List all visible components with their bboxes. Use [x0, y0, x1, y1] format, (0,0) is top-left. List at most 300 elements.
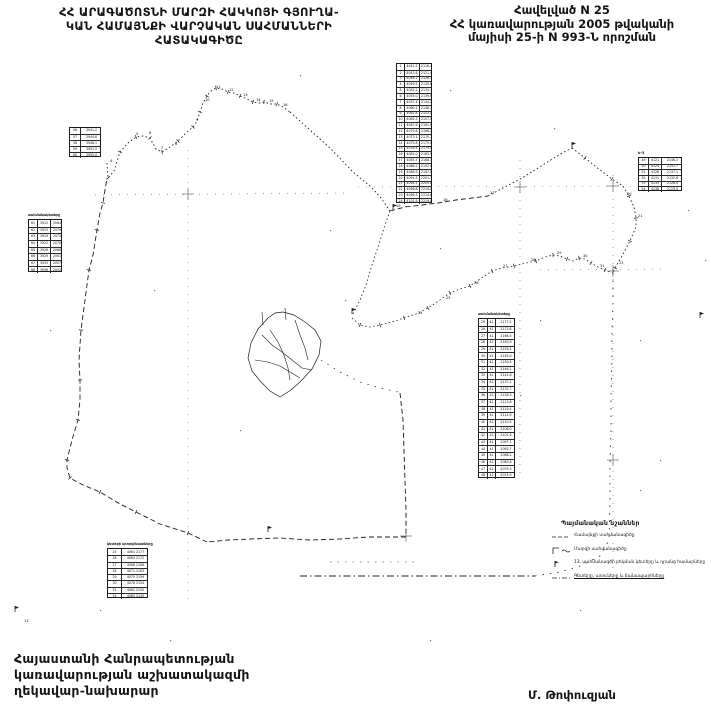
river-line-tick: [566, 257, 568, 261]
table-cell: 41: [487, 433, 495, 439]
table-cell: 2070: [50, 241, 63, 247]
table-cell: 12: [398, 129, 403, 133]
table-row: [479, 406, 514, 413]
boundary-point-number: 21: [638, 214, 643, 218]
table-row: [397, 192, 431, 198]
table-row: [479, 459, 514, 466]
table-cell: 2092.7: [495, 446, 516, 452]
table-cell: 2061: [50, 254, 63, 260]
legend-item-label: Համայնքի սահմանագիծը: [574, 533, 635, 539]
table-row: [29, 240, 61, 247]
table-cell: 41: [487, 380, 495, 386]
table-cell: 3951.5: [80, 147, 102, 152]
table-cell: 33: [480, 373, 486, 378]
boundary-point-number: 15: [269, 99, 274, 103]
table-cell: 3912: [37, 220, 50, 227]
village-street-3: [270, 330, 290, 380]
table-cell: 2137.2: [495, 380, 516, 386]
table-row: [639, 186, 681, 192]
table-row: [479, 426, 514, 433]
scan-speck: [554, 128, 555, 129]
boundary-southwest: [67, 178, 207, 542]
table-row: [639, 175, 681, 181]
table-cell: 4068 2168: [121, 563, 149, 568]
coord-table-south: [107, 548, 148, 598]
table-cell: 2161.8: [420, 123, 433, 128]
boundary-northwest: [107, 85, 290, 178]
scan-speck: [330, 230, 331, 231]
boundary-point-number: 4: [110, 159, 113, 163]
table-cell: 4: [399, 82, 402, 87]
table-cell: 3922: [37, 241, 50, 247]
river-line-tick: [590, 261, 592, 265]
table-row: [29, 253, 61, 260]
table-cell: 24: [398, 199, 403, 203]
legend-items: [551, 532, 711, 582]
table-cell: 18: [398, 164, 403, 168]
table-cell: 41: [487, 333, 495, 339]
table-row: [397, 105, 431, 111]
table-cell: 2141.6: [495, 373, 516, 379]
table-cell: 2163.9: [495, 340, 516, 346]
table-row: [479, 472, 514, 479]
table-row: [397, 122, 431, 128]
table-cell: 2183.9: [420, 152, 433, 157]
table-cell: 4067.9: [404, 123, 419, 128]
boundary-point-number: 6: [175, 142, 178, 146]
table-cell: 40: [480, 420, 486, 425]
table-row: [479, 379, 514, 386]
table-cell: 4094.1: [404, 182, 419, 187]
table-cell: 21: [398, 181, 403, 186]
table-cell: 2121.0: [420, 70, 433, 75]
table-cell: 41: [487, 413, 495, 419]
village-outline: [248, 312, 321, 397]
table-cell: 2155.0: [495, 353, 516, 359]
table-cell: 2128.3: [495, 393, 516, 399]
scan-speck: [520, 395, 521, 396]
table-cell: 17: [398, 158, 403, 163]
table-row: [397, 140, 431, 146]
table-cell: 4086.2: [404, 164, 419, 169]
boundary-point-number: 8: [149, 131, 152, 135]
table-row: [479, 386, 514, 393]
table-cell: 4062.8: [404, 112, 419, 117]
boundary-bottom: [207, 537, 406, 542]
table-cell: 29: [480, 346, 486, 351]
table-row: [29, 227, 61, 234]
table-row: [479, 432, 514, 439]
table-cell: 3944.6: [80, 135, 102, 140]
table-cell: 2146.1: [495, 367, 516, 373]
boundary-southwest-tick: [95, 230, 99, 231]
table-cell: 50: [641, 164, 646, 169]
table-cell: 2135.1: [420, 88, 433, 93]
table-row: [29, 266, 61, 273]
legend-item-label: Գետերը, առուները և ճանապարհները: [574, 573, 665, 579]
table-row: [70, 134, 100, 140]
table-cell: 2074.9: [495, 473, 516, 479]
table-cell: 2097.1: [495, 440, 516, 446]
coord-table-east-header: Ե-3: [638, 151, 645, 155]
annex-number: Հավելված N 25: [514, 3, 610, 17]
table-cell: 2153.0: [420, 111, 433, 116]
table-cell: 26: [112, 556, 117, 561]
coord-table-north: [396, 63, 432, 203]
table-row: [479, 366, 514, 373]
table-cell: 41: [487, 393, 495, 399]
table-cell: 3933: [37, 261, 50, 267]
table-cell: 41: [487, 367, 495, 373]
table-row: [479, 445, 514, 452]
table-cell: 4088.9: [404, 170, 419, 175]
table-cell: 2179.4: [420, 146, 433, 151]
table-cell: 2132.6: [661, 176, 683, 181]
table-cell: 2052: [50, 267, 63, 273]
table-cell: 4099.3: [404, 193, 419, 198]
boundary-point-number: 30: [583, 254, 588, 258]
table-cell: 41: [487, 446, 495, 452]
boundary-east-descent-tick: [628, 240, 632, 242]
table-cell: 32: [112, 593, 117, 598]
table-cell: 67: [30, 260, 36, 265]
table-cell: 2116.4: [420, 64, 433, 69]
table-cell: 2088.2: [495, 453, 516, 459]
table-row: [397, 134, 431, 140]
table-cell: 45: [480, 453, 486, 458]
boundary-flag-0: [572, 142, 576, 145]
table-cell: 2137.1: [661, 170, 683, 175]
table-cell: 65: [30, 247, 36, 252]
boundary-northwest-tick: [148, 136, 151, 139]
table-cell: 4085 2145: [121, 594, 149, 599]
legend-item-label: 13. սահմանագծի բեկման կետերը և դրանց համարները: [574, 560, 706, 566]
table-cell: 4078 2154: [121, 581, 149, 586]
table-cell: 2057: [50, 261, 63, 267]
table-cell: 2123.5: [661, 187, 683, 192]
table-row: [479, 439, 514, 446]
table-cell: 41: [480, 426, 486, 431]
table-cell: 2132.7: [495, 387, 516, 393]
coord-table-center: [478, 318, 515, 478]
table-cell: 62: [30, 227, 36, 232]
table-row: [70, 128, 100, 134]
table-row: [479, 392, 514, 399]
table-cell: 2188.1: [420, 158, 433, 163]
legend-item-2: [551, 559, 711, 568]
table-cell: 2205.8: [420, 181, 433, 186]
scan-speck: [688, 210, 689, 211]
table-row: [29, 220, 61, 227]
table-cell: 22: [398, 187, 403, 192]
boundary-flag-3: [700, 312, 704, 315]
table-cell: 4121: [648, 158, 661, 164]
table-cell: 13: [398, 134, 403, 139]
table-cell: 63: [30, 234, 36, 239]
table-cell: 38: [480, 406, 486, 411]
table-cell: 2066: [50, 248, 63, 254]
table-row: [397, 151, 431, 157]
table-row: [639, 169, 681, 175]
table-row: [479, 372, 514, 379]
table-cell: 2123.8: [495, 400, 516, 406]
table-row: [479, 419, 514, 426]
scan-speck: [430, 640, 431, 641]
boundary-point-number: 18: [443, 198, 448, 202]
coord-table-west: [28, 219, 62, 272]
table-row: [397, 87, 431, 93]
signatory-line-1: Հայաստանի Հանրապետության: [14, 651, 235, 666]
village-stub-2: [285, 308, 286, 320]
table-cell: 10: [398, 117, 403, 122]
table-cell: 2166.2: [420, 129, 433, 133]
table-cell: 4081.0: [404, 152, 419, 157]
boundary-point-number: 10: [205, 98, 210, 102]
table-cell: 34: [480, 380, 486, 385]
table-cell: 2210.2: [420, 187, 433, 192]
boundary-point-number: 12: [229, 88, 234, 92]
table-cell: 2159.4: [495, 347, 516, 353]
legend-symbol-dash-icon: [551, 532, 571, 541]
legend-item-3: [551, 573, 711, 582]
table-cell: 2172.8: [495, 327, 516, 333]
scan-speck: [580, 610, 581, 611]
table-row: [639, 164, 681, 170]
table-cell: 2192.6: [420, 164, 433, 168]
signatory-line-3: ղեկավար-նախարար: [14, 683, 159, 698]
table-cell: 2157.5: [420, 117, 433, 122]
table-cell: 44: [480, 446, 486, 451]
table-cell: 43: [480, 440, 486, 445]
table-row: [29, 260, 61, 267]
table-cell: 36: [480, 393, 486, 398]
table-cell: 4055.0: [404, 94, 419, 99]
table-cell: 2110.5: [495, 420, 516, 426]
table-cell: 41: [487, 453, 495, 459]
table-cell: 20: [398, 175, 403, 180]
table-row: [397, 76, 431, 82]
boundary-northwest-tick: [252, 100, 253, 104]
table-cell: 2168.3: [495, 333, 516, 339]
table-cell: 4041.2: [404, 64, 419, 70]
boundary-point-number: 25: [446, 296, 451, 300]
table-row: [108, 587, 147, 593]
boundary-east-descent-tick: [584, 156, 587, 159]
table-cell: 2130.8: [420, 82, 433, 87]
table-row: [397, 198, 431, 204]
boundary-point-number: 16: [283, 103, 288, 107]
table-cell: 4057.4: [404, 100, 419, 105]
table-cell: 2197.0: [420, 169, 433, 174]
table-cell: 49: [641, 158, 646, 163]
table-cell: 4071 2163: [121, 569, 149, 574]
table-row: [397, 93, 431, 99]
table-cell: 41: [487, 327, 495, 333]
table-cell: 68: [30, 267, 36, 272]
table-cell: 4075.8: [404, 141, 419, 146]
scan-speck: [450, 90, 451, 91]
legend-item-label: Մարզի սահմանագիծը: [574, 546, 627, 552]
table-cell: 1: [399, 64, 402, 69]
boundary-point-number: 11: [216, 85, 221, 89]
scan-speck: [240, 430, 241, 431]
table-cell: 2150.5: [495, 360, 516, 366]
table-cell: 2106.0: [495, 427, 516, 433]
coord-table-west-header: սահմանակետերը: [28, 213, 61, 217]
table-cell: 41: [487, 460, 495, 466]
table-row: [29, 233, 61, 240]
document-title-line-3: ՀԱՏԱԿԱԳԻԾԸ: [154, 33, 244, 47]
boundary-point-number: 28: [531, 258, 536, 262]
table-cell: 27: [480, 333, 486, 338]
table-cell: 60: [72, 153, 78, 157]
coord-table-south-header: կետերի կոորդինատները: [107, 542, 153, 546]
table-row: [397, 186, 431, 192]
table-cell: 8: [399, 105, 402, 110]
table-cell: 6: [399, 94, 402, 98]
table-cell: 2101.6: [495, 433, 516, 439]
river-line-tick: [514, 264, 515, 268]
table-cell: 2146.2: [661, 158, 683, 164]
table-row: [479, 352, 514, 359]
table-cell: 5: [399, 88, 402, 93]
table-cell: 41: [487, 420, 495, 426]
table-cell: 3955.0: [80, 153, 102, 158]
table-cell: 4070.6: [404, 129, 419, 134]
table-cell: 58: [72, 141, 78, 145]
table-cell: 14: [398, 140, 403, 145]
table-cell: 2175.0: [420, 140, 433, 145]
table-cell: 59: [72, 147, 78, 151]
table-row: [397, 64, 431, 70]
table-cell: 53: [641, 181, 646, 186]
table-cell: 2214.6: [420, 193, 433, 198]
table-cell: 4060.1: [404, 106, 419, 111]
table-cell: 4135: [648, 182, 661, 187]
table-cell: 41: [487, 319, 495, 326]
document-title-line-2: ԿԱՆ ՀԱՄԱՅՆՔԻ ՎԱՐՉԱԿԱՆ ՍԱՀՄԱՆՆԵՐԻ: [65, 19, 333, 33]
table-cell: 4065.3: [404, 117, 419, 122]
table-cell: 31: [112, 587, 117, 592]
table-row: [479, 359, 514, 366]
table-cell: 3929: [37, 254, 50, 260]
table-cell: 41: [487, 407, 495, 413]
table-cell: 27: [112, 562, 117, 567]
table-cell: 3936: [37, 267, 50, 273]
coord-table-east: [638, 157, 682, 191]
table-row: [29, 247, 61, 254]
table-row: [70, 140, 100, 146]
legend-item-0: [551, 532, 711, 541]
boundary-point-number: 29: [557, 251, 562, 255]
table-cell: 51: [641, 170, 646, 175]
table-row: [639, 158, 681, 164]
signatory-name: Մ. Թոփուզյան: [528, 688, 616, 702]
table-row: [70, 146, 100, 152]
scan-speck: [345, 300, 346, 301]
table-cell: 3941.2: [80, 128, 102, 134]
river-line-tick: [579, 256, 580, 260]
annex-decree-line-2: մայիսի 25-ի N 993-Ն որոշման: [467, 30, 657, 44]
table-cell: 52: [641, 175, 646, 180]
boundary-northwest-tick: [118, 151, 122, 153]
table-cell: 46: [480, 460, 486, 464]
scan-speck: [440, 248, 441, 249]
boundary-to-peak: [488, 148, 572, 196]
table-cell: 4061 2177: [121, 549, 149, 555]
table-cell: 57: [72, 135, 78, 139]
table-cell: 2075: [50, 234, 63, 240]
table-cell: 64: [30, 241, 36, 246]
boundary-point-number: 22: [619, 261, 624, 265]
table-cell: 23: [398, 193, 403, 198]
map-legend: [551, 520, 711, 586]
table-cell: 19: [398, 169, 403, 174]
table-cell: 4052.2: [404, 88, 419, 93]
table-row: [479, 452, 514, 459]
table-row: [479, 399, 514, 406]
table-cell: 4091.5: [404, 176, 419, 181]
table-cell: 4043.8: [404, 71, 419, 76]
table-cell: 4046.1: [404, 77, 419, 82]
table-cell: 2141.7: [661, 165, 683, 170]
annex-decree-line-1: ՀՀ կառավարության 2005 թվականի: [449, 16, 675, 31]
table-cell: 32: [480, 366, 486, 371]
table-cell: 41: [487, 400, 495, 406]
boundary-point-number: 31: [600, 264, 605, 268]
table-cell: 35: [480, 386, 486, 391]
river-line-tick: [380, 323, 381, 327]
table-cell: 11: [398, 123, 403, 128]
table-cell: 2139.6: [420, 94, 433, 98]
village-street-4: [295, 320, 308, 360]
table-cell: 4138: [648, 187, 661, 192]
boundary-northwest-tick: [277, 102, 278, 106]
table-cell: 48: [480, 473, 486, 478]
boundary-flag-4: [15, 606, 19, 609]
boundary-point-number: 17: [490, 191, 495, 195]
table-row: [639, 181, 681, 187]
boundary-point-number: 26: [474, 281, 479, 285]
table-cell: 4128: [648, 170, 661, 175]
table-row: [108, 568, 147, 574]
table-cell: 2144.2: [420, 99, 433, 104]
table-row: [397, 99, 431, 105]
table-cell: 2119.4: [495, 407, 516, 413]
boundary-point-number: 9: [196, 118, 199, 122]
boundary-point-number: 20: [627, 192, 632, 196]
table-row: [479, 339, 514, 346]
table-cell: 4064 2172: [121, 556, 149, 561]
boundary-east-descent: [572, 148, 636, 273]
table-row: [397, 81, 431, 87]
table-cell: 4096.8: [404, 187, 419, 192]
boundary-village-vertical: [400, 393, 406, 537]
table-cell: 3919: [37, 234, 50, 240]
table-cell: 3948.1: [80, 141, 102, 146]
document-title-line-1: ՀՀ ԱՐԱԳԱԾՈՏՆԻ ՄԱՐԶԻ ՀԱԿԿՈՅԻ ԳՅՈՒՂԱ-: [59, 5, 339, 19]
scan-speck: [640, 340, 641, 341]
table-cell: 4101.9: [404, 199, 419, 204]
table-cell: 2114.9: [495, 413, 516, 419]
table-cell: 2: [399, 70, 402, 75]
boundary-southwest-tick: [87, 270, 91, 271]
table-cell: 31: [480, 360, 486, 365]
table-cell: 41: [487, 353, 495, 359]
table-row: [108, 562, 147, 568]
boundary-point-number: 13: [243, 93, 248, 97]
table-cell: 41: [487, 466, 495, 472]
